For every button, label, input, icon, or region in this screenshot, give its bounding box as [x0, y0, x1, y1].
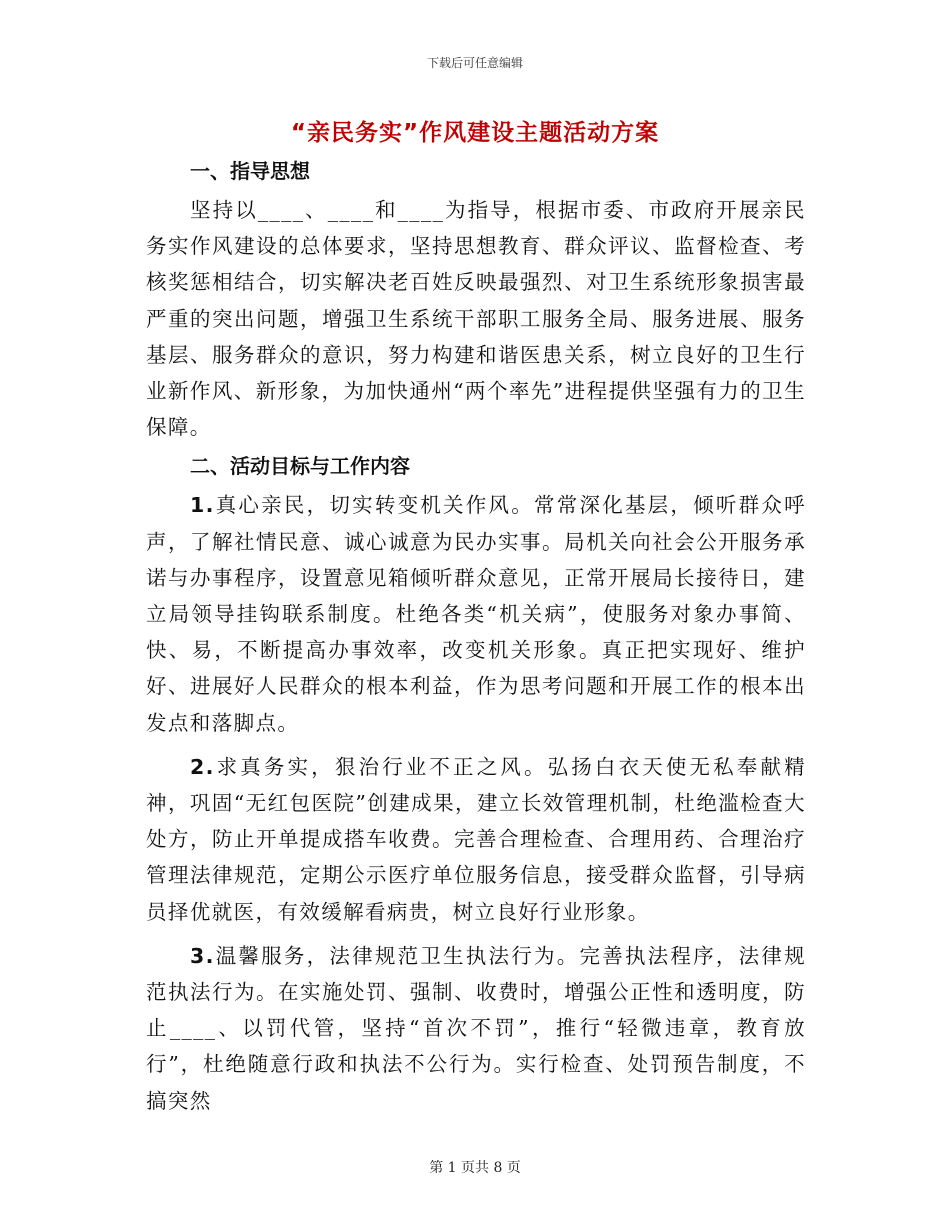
list-item-2	[146, 749, 806, 930]
list-item-1	[146, 487, 806, 740]
document-title: “亲民务实”作风建设主题活动方案	[290, 120, 660, 146]
item-number: 1.	[190, 493, 215, 518]
item-number: 2.	[190, 754, 215, 779]
paragraph-guiding-ideology: 坚持以____、____和____为指导，根据市委、市政府开展亲民务实作风建设的总体要求，坚持思想教育、群众评议、监督检查、考核奖惩相结合，切实解决老百姓反映最强烈、对卫生系统形象损害最严重的突出问题，增强卫生系统干部职工服务全局、服务进展、服务基层、服务群众的意识，努力构建和谐医患关系，树立良好的卫生行业新作风、新形象，为加快通州“两个率先”进程提供坚强有力的卫生保障。	[146, 198, 806, 440]
section-heading-guiding-ideology: 一、指导思想	[190, 159, 310, 183]
item-text: 求真务实，狠治行业不正之风。弘扬白衣天使无私奉献精神，巩固“无红包医院”创建成果，建立长效管理机制，杜绝滥检查大处方，防止开单提成搭车收费。完善合理检查、合理用药、合理治疗管理法律规范，定期公示医疗单位服务信息，接受群众监督，引导病员择优就医，有效缓解看病贵，树立良好行业形象。	[146, 754, 806, 924]
section-heading-goals-and-content: 二、活动目标与工作内容	[190, 454, 410, 479]
document-body	[146, 154, 806, 1119]
item-text: 真心亲民，切实转变机关作风。常常深化基层，倾听群众呼声，了解社情民意、诚心诚意为民办实事。局机关向社会公开服务承诺与办事程序，设置意见箱倾听群众意见，正常开展局长接待日，建立局领导挂钩联系制度。杜绝各类“机关病”，使服务对象办事简、快、易，不断提高办事效率，改变机关形象。真正把实现好、维护好、进展好人民群众的根本利益，作为思考问题和开展工作的根本出发点和落脚点。	[146, 493, 806, 735]
item-text: 温馨服务，法律规范卫生执法行为。完善执法程序，法律规范执法行为。在实施处罚、强制、收费时，增强公正性和透明度，防止____、以罚代管，坚持“首次不罚”，推行“轻微违章，教育放行”，杜绝随意行政和执法不公行为。实行检查、处罚预告制度，不搞突然	[146, 943, 806, 1113]
header-note: 下载后可任意编辑	[426, 56, 523, 70]
item-number: 3.	[190, 943, 215, 968]
page-number: 第 1 页共 8 页	[429, 1160, 521, 1176]
list-item-3	[146, 938, 806, 1119]
